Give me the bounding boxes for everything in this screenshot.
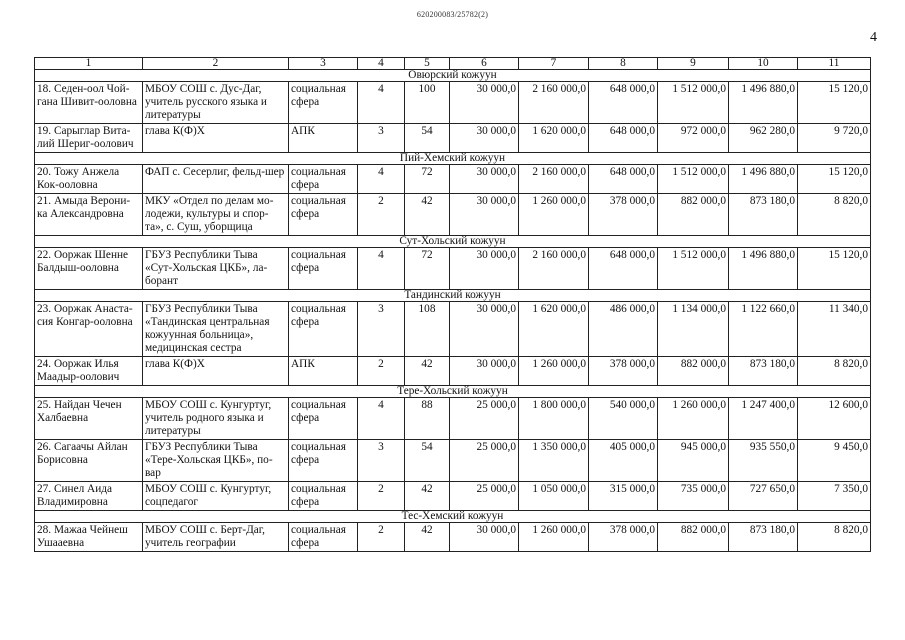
sphere-cell: социальная сфера xyxy=(289,82,358,124)
col11-cell: 8 820,0 xyxy=(798,194,871,236)
col4-cell: 3 xyxy=(358,440,405,482)
column-header-row xyxy=(35,58,871,70)
person-name-cell: 27. Синел Аида Владимировна xyxy=(35,482,143,511)
col6-cell: 30 000,0 xyxy=(450,194,519,236)
col5-cell: 42 xyxy=(405,482,450,511)
col10-cell: 1 496 880,0 xyxy=(729,165,798,194)
person-name-cell: 19. Сарыглар Вита-лий Шериг-оолович xyxy=(35,124,143,153)
col4-cell: 4 xyxy=(358,248,405,290)
col7-cell: 1 260 000,0 xyxy=(519,523,589,552)
district-row xyxy=(35,70,871,82)
table-row xyxy=(35,523,871,552)
column-header: 2 xyxy=(143,58,289,70)
col10-cell: 1 496 880,0 xyxy=(729,82,798,124)
col7-cell: 2 160 000,0 xyxy=(519,165,589,194)
district-row xyxy=(35,236,871,248)
district-name: Сут-Хольский кожуун xyxy=(35,236,871,248)
col5-cell: 54 xyxy=(405,124,450,153)
district-name: Тере-Хольский кожуун xyxy=(35,386,871,398)
col8-cell: 648 000,0 xyxy=(589,82,658,124)
col5-cell: 42 xyxy=(405,357,450,386)
col8-cell: 378 000,0 xyxy=(589,194,658,236)
col9-cell: 882 000,0 xyxy=(658,523,729,552)
table-row xyxy=(35,248,871,290)
district-row xyxy=(35,153,871,165)
col5-cell: 100 xyxy=(405,82,450,124)
col8-cell: 378 000,0 xyxy=(589,523,658,552)
col8-cell: 378 000,0 xyxy=(589,357,658,386)
district-row xyxy=(35,511,871,523)
col7-cell: 1 620 000,0 xyxy=(519,124,589,153)
col11-cell: 15 120,0 xyxy=(798,82,871,124)
col11-cell: 9 720,0 xyxy=(798,124,871,153)
table-row xyxy=(35,482,871,511)
col7-cell: 1 800 000,0 xyxy=(519,398,589,440)
col6-cell: 30 000,0 xyxy=(450,523,519,552)
document-code: 620200083/25782(2) xyxy=(416,10,489,19)
col6-cell: 25 000,0 xyxy=(450,398,519,440)
position-cell: глава К(Ф)Х xyxy=(143,357,289,386)
col5-cell: 72 xyxy=(405,165,450,194)
col5-cell: 42 xyxy=(405,194,450,236)
col9-cell: 735 000,0 xyxy=(658,482,729,511)
col10-cell: 1 247 400,0 xyxy=(729,398,798,440)
col10-cell: 1 496 880,0 xyxy=(729,248,798,290)
person-name-cell: 24. Ооржак Илья Маадыр-оолович xyxy=(35,357,143,386)
col11-cell: 11 340,0 xyxy=(798,302,871,357)
col4-cell: 4 xyxy=(358,82,405,124)
col6-cell: 30 000,0 xyxy=(450,124,519,153)
col8-cell: 540 000,0 xyxy=(589,398,658,440)
position-cell: МБОУ СОШ с. Дус-Даг, учитель русского языка и литературы xyxy=(143,82,289,124)
col4-cell: 2 xyxy=(358,523,405,552)
col5-cell: 42 xyxy=(405,523,450,552)
col9-cell: 972 000,0 xyxy=(658,124,729,153)
district-name: Тес-Хемский кожуун xyxy=(35,511,871,523)
position-cell: ФАП с. Сесерлиг, фельд-шер xyxy=(143,165,289,194)
col6-cell: 30 000,0 xyxy=(450,302,519,357)
col8-cell: 405 000,0 xyxy=(589,440,658,482)
col9-cell: 882 000,0 xyxy=(658,194,729,236)
sphere-cell: АПК xyxy=(289,357,358,386)
sphere-cell: социальная сфера xyxy=(289,482,358,511)
column-header: 5 xyxy=(405,58,450,70)
col4-cell: 2 xyxy=(358,482,405,511)
col7-cell: 2 160 000,0 xyxy=(519,248,589,290)
col7-cell: 1 050 000,0 xyxy=(519,482,589,511)
col11-cell: 8 820,0 xyxy=(798,357,871,386)
col9-cell: 882 000,0 xyxy=(658,357,729,386)
position-cell: МБОУ СОШ с. Берт-Даг, учитель географии xyxy=(143,523,289,552)
table-row xyxy=(35,302,871,357)
table-row xyxy=(35,440,871,482)
col9-cell: 1 260 000,0 xyxy=(658,398,729,440)
col10-cell: 935 550,0 xyxy=(729,440,798,482)
col10-cell: 873 180,0 xyxy=(729,523,798,552)
col11-cell: 9 450,0 xyxy=(798,440,871,482)
col4-cell: 4 xyxy=(358,165,405,194)
position-cell: ГБУЗ Республики Тыва «Тере-Хольская ЦКБ», по-вар xyxy=(143,440,289,482)
col11-cell: 8 820,0 xyxy=(798,523,871,552)
sphere-cell: социальная сфера xyxy=(289,194,358,236)
col5-cell: 72 xyxy=(405,248,450,290)
col6-cell: 25 000,0 xyxy=(450,440,519,482)
col11-cell: 15 120,0 xyxy=(798,248,871,290)
col9-cell: 1 512 000,0 xyxy=(658,248,729,290)
position-cell: глава К(Ф)Х xyxy=(143,124,289,153)
district-name: Овюрский кожуун xyxy=(35,70,871,82)
column-header: 9 xyxy=(658,58,729,70)
table-row xyxy=(35,398,871,440)
column-header: 4 xyxy=(358,58,405,70)
sphere-cell: социальная сфера xyxy=(289,440,358,482)
col9-cell: 1 512 000,0 xyxy=(658,165,729,194)
person-name-cell: 20. Тожу Анжела Кок-ооловна xyxy=(35,165,143,194)
district-name: Пий-Хемский кожуун xyxy=(35,153,871,165)
col11-cell: 7 350,0 xyxy=(798,482,871,511)
sphere-cell: социальная сфера xyxy=(289,302,358,357)
sphere-cell: АПК xyxy=(289,124,358,153)
col7-cell: 1 620 000,0 xyxy=(519,302,589,357)
person-name-cell: 21. Амыда Верони-ка Александровна xyxy=(35,194,143,236)
column-header: 7 xyxy=(519,58,589,70)
sphere-cell: социальная сфера xyxy=(289,165,358,194)
data-table xyxy=(34,57,871,552)
col10-cell: 727 650,0 xyxy=(729,482,798,511)
col10-cell: 962 280,0 xyxy=(729,124,798,153)
col10-cell: 873 180,0 xyxy=(729,357,798,386)
person-name-cell: 22. Ооржак Шенне Балдыш-ооловна xyxy=(35,248,143,290)
table-row xyxy=(35,194,871,236)
person-name-cell: 23. Ооржак Анаста-сия Конгар-ооловна xyxy=(35,302,143,357)
table-row xyxy=(35,124,871,153)
position-cell: МБОУ СОШ с. Кунгуртуг, соцпедагог xyxy=(143,482,289,511)
district-row xyxy=(35,386,871,398)
sphere-cell: социальная сфера xyxy=(289,248,358,290)
column-header: 10 xyxy=(729,58,798,70)
page-number: 4 xyxy=(870,30,877,45)
col4-cell: 3 xyxy=(358,124,405,153)
col6-cell: 30 000,0 xyxy=(450,165,519,194)
person-name-cell: 25. Найдан Чечен Халбаевна xyxy=(35,398,143,440)
position-cell: ГБУЗ Республики Тыва «Тандинская центральная кожуунная больница», медицинская сестра xyxy=(143,302,289,357)
col4-cell: 4 xyxy=(358,398,405,440)
col7-cell: 1 260 000,0 xyxy=(519,357,589,386)
column-header: 11 xyxy=(798,58,871,70)
col11-cell: 12 600,0 xyxy=(798,398,871,440)
sphere-cell: социальная сфера xyxy=(289,523,358,552)
position-cell: МКУ «Отдел по делам мо-лодежи, культуры и спор-та», с. Суш, уборщица xyxy=(143,194,289,236)
person-name-cell: 26. Сагаачы Айлан Борисовна xyxy=(35,440,143,482)
column-header: 6 xyxy=(450,58,519,70)
col5-cell: 108 xyxy=(405,302,450,357)
col11-cell: 15 120,0 xyxy=(798,165,871,194)
column-header: 1 xyxy=(35,58,143,70)
col8-cell: 648 000,0 xyxy=(589,248,658,290)
col7-cell: 2 160 000,0 xyxy=(519,82,589,124)
sphere-cell: социальная сфера xyxy=(289,398,358,440)
col6-cell: 30 000,0 xyxy=(450,248,519,290)
column-header: 8 xyxy=(589,58,658,70)
col10-cell: 1 122 660,0 xyxy=(729,302,798,357)
col9-cell: 1 512 000,0 xyxy=(658,82,729,124)
col8-cell: 648 000,0 xyxy=(589,124,658,153)
person-name-cell: 28. Мажаа Чейнеш Ушааевна xyxy=(35,523,143,552)
col5-cell: 88 xyxy=(405,398,450,440)
person-name-cell: 18. Седен-оол Чой-гана Шивит-ооловна xyxy=(35,82,143,124)
district-row xyxy=(35,290,871,302)
table-row xyxy=(35,357,871,386)
column-header: 3 xyxy=(289,58,358,70)
col7-cell: 1 260 000,0 xyxy=(519,194,589,236)
col9-cell: 1 134 000,0 xyxy=(658,302,729,357)
col4-cell: 2 xyxy=(358,357,405,386)
col7-cell: 1 350 000,0 xyxy=(519,440,589,482)
district-name: Тандинский кожуун xyxy=(35,290,871,302)
position-cell: МБОУ СОШ с. Кунгуртуг, учитель родного языка и литературы xyxy=(143,398,289,440)
table-row xyxy=(35,82,871,124)
col6-cell: 30 000,0 xyxy=(450,357,519,386)
col9-cell: 945 000,0 xyxy=(658,440,729,482)
col10-cell: 873 180,0 xyxy=(729,194,798,236)
col8-cell: 648 000,0 xyxy=(589,165,658,194)
col8-cell: 486 000,0 xyxy=(589,302,658,357)
col6-cell: 30 000,0 xyxy=(450,82,519,124)
col4-cell: 2 xyxy=(358,194,405,236)
position-cell: ГБУЗ Республики Тыва «Сут-Хольская ЦКБ», ла-борант xyxy=(143,248,289,290)
table-row xyxy=(35,165,871,194)
col8-cell: 315 000,0 xyxy=(589,482,658,511)
col4-cell: 3 xyxy=(358,302,405,357)
col6-cell: 25 000,0 xyxy=(450,482,519,511)
col5-cell: 54 xyxy=(405,440,450,482)
